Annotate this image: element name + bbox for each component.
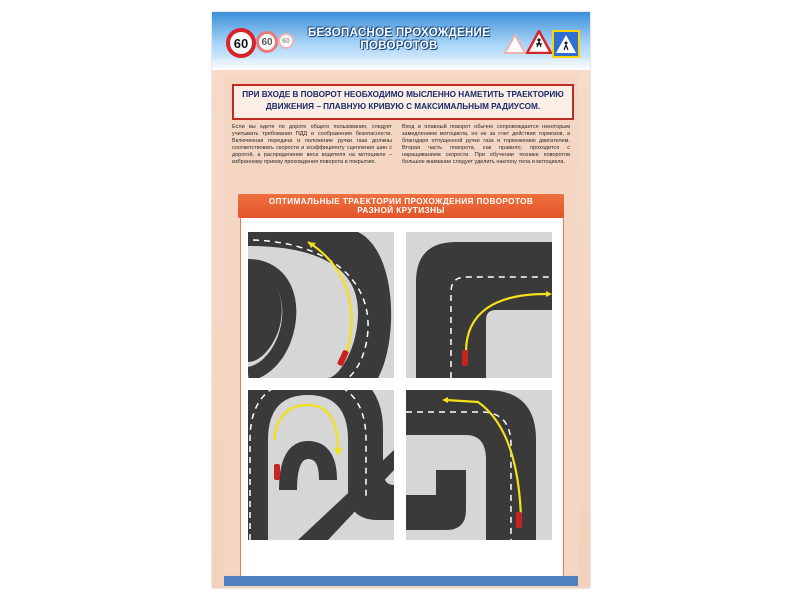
speed-limit-sign-faded-icon [256, 31, 278, 53]
paragraph-right: Вход в плавный поворот обычно сопровождается некоторым замедлением мотоцикла, но не за счет действия тормозов, а благодаря отпущенной ручке газа и торможению двигателем. Вторая часть поворота, как правило, проходится с наращиванием скорости. При обучении технике поворотов большое внимание следует уделить наклону тела и мотоцикла. [402, 124, 570, 165]
pedestrian-crossing-sign-icon [552, 30, 580, 58]
speed-limit-sign-faint-icon [278, 33, 294, 49]
trajectory-panel-right-angle [406, 232, 552, 378]
trajectory-panel-hairpin [248, 232, 394, 378]
hairpin-road-illustration [248, 232, 394, 378]
rule-line2: ДВИЖЕНИЯ – ПЛАВНУЮ КРИВУЮ С МАКСИМАЛЬНЫМ РАДИУСОМ. [265, 101, 541, 111]
speed-sign-value: 60 [261, 36, 273, 48]
right-angle-road-illustration [406, 232, 552, 378]
motorcycle-icon [516, 512, 522, 528]
warning-triangle-faded-icon [504, 34, 526, 54]
motorcycle-icon [462, 350, 468, 366]
paragraph-left: Если вы едете по дороге общего пользования, следует учитывать требования ПДД и соображения безопасности. Включенная передача и положение ручки газа должны соответствовать скорости и коэффициенту сцепления шин с дорогой, а распределение веса водителя на мотоцикле – избранному приему прохождения поворота и покрытию. [232, 124, 392, 165]
motorcycle-icon [274, 464, 280, 480]
trajectory-panel-serpentine [406, 390, 552, 540]
footer-bar [224, 576, 578, 586]
speed-limit-sign-icon [226, 28, 256, 58]
rule-box [232, 84, 574, 120]
trajectory-panel-sharp-hairpin [248, 390, 394, 540]
poster-title-line2: ПОВОРОТОВ [360, 40, 438, 52]
section-title-line1: ОПТИМАЛЬНЫЕ ТРАЕКТОРИИ ПРОХОЖДЕНИЯ ПОВОРОТОВ [268, 197, 534, 206]
rule-text [240, 89, 566, 112]
section-header [238, 194, 564, 218]
rule-line1: ПРИ ВХОДЕ В ПОВОРОТ НЕОБХОДИМО МЫСЛЕННО НАМЕТИТЬ ТРАЕКТОРИЮ [242, 90, 564, 99]
serpentine-road-illustration [406, 390, 552, 540]
sharp-hairpin-road-illustration [248, 390, 394, 540]
poster-title-line1: БЕЗОПАСНОЕ ПРОХОЖДЕНИЕ [307, 27, 491, 39]
poster-title [294, 27, 504, 53]
pedestrian-warning-triangle-icon [526, 30, 552, 54]
section-title [238, 197, 564, 215]
speed-sign-value: 60 [282, 37, 290, 45]
section-title-line2: РАЗНОЙ КРУТИЗНЫ [357, 206, 445, 215]
speed-sign-value: 60 [233, 35, 249, 51]
header-band [212, 58, 590, 70]
